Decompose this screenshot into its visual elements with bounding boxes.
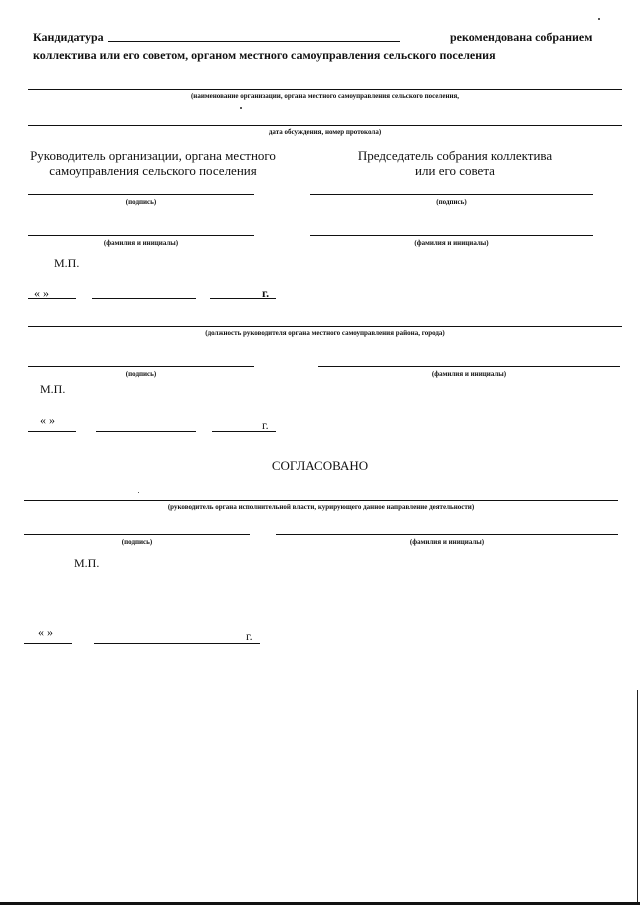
left-signatory-title-1: Руководитель организации, органа местного (30, 148, 276, 163)
date-day-line-1[interactable] (28, 298, 76, 299)
left-name-caption: (фамилия и инициалы) (103, 239, 179, 247)
organization-name-caption: (наименование организации, органа местного самоуправления сельского поселения, (190, 92, 460, 100)
year-mark-2: г. (262, 418, 269, 432)
left-signature-caption: (подпись) (125, 198, 157, 206)
header-line-2: коллектива или его советом, органом местного самоуправления сельского поселения (33, 48, 496, 62)
year-mark-1: г. (262, 286, 270, 300)
approval-heading: СОГЛАСОВАНО (271, 458, 369, 473)
year-mark-3: г. (246, 629, 253, 643)
organization-name-line[interactable] (28, 89, 622, 90)
district-signature-caption: (подпись) (125, 370, 157, 378)
right-name-line[interactable] (310, 235, 593, 236)
scan-speck (240, 107, 242, 109)
date-month-line-1[interactable] (92, 298, 196, 299)
date-quotes-2: « » (40, 413, 55, 427)
left-signature-line[interactable] (28, 194, 254, 195)
stamp-label-1: М.П. (54, 256, 80, 270)
district-signature-line[interactable] (28, 366, 254, 367)
stamp-label-3: М.П. (74, 556, 100, 570)
approval-name-line[interactable] (276, 534, 618, 535)
left-signatory-title-2: самоуправления сельского поселения (49, 163, 257, 178)
date-month-line-2[interactable] (96, 431, 196, 432)
district-name-line[interactable] (318, 366, 620, 367)
candidacy-label: Кандидатура (33, 30, 104, 44)
district-name-caption: (фамилия и инициалы) (431, 370, 507, 378)
recommended-label: рекомендована собранием (450, 30, 593, 44)
right-signature-line[interactable] (310, 194, 593, 195)
right-name-caption: (фамилия и инициалы) (414, 239, 489, 247)
date-quotes-1: « » (34, 286, 49, 300)
approval-signature-caption: (подпись) (121, 538, 153, 546)
discussion-date-line[interactable] (28, 125, 622, 126)
date-day-line-2[interactable] (28, 431, 76, 432)
left-name-line[interactable] (28, 235, 254, 236)
candidate-name-line[interactable] (108, 41, 400, 42)
date-quotes-3: « » (38, 625, 53, 639)
date-day-line-3[interactable] (24, 643, 72, 644)
scan-speck (598, 18, 600, 20)
approval-signature-line[interactable] (24, 534, 250, 535)
date-month-year-line-3[interactable] (94, 643, 260, 644)
district-position-line[interactable] (28, 326, 622, 327)
stamp-label-2: М.П. (40, 382, 66, 396)
scan-speck (138, 492, 139, 493)
approval-name-caption: (фамилия и инициалы) (409, 538, 485, 546)
right-signatory-title-2: или его совета (415, 163, 495, 178)
approval-authority-caption: (руководитель органа исполнительной власти, курирующего данное направление деятельности) (167, 503, 475, 511)
district-position-caption: (должность руководителя органа местного самоуправления района, города) (205, 329, 445, 337)
right-signature-caption: (подпись) (436, 198, 467, 206)
right-signatory-title-1: Председатель собрания коллектива (357, 148, 553, 163)
scan-edge-right (637, 690, 638, 905)
approval-authority-line[interactable] (24, 500, 618, 501)
discussion-date-caption: дата обсуждения, номер протокола) (268, 128, 382, 136)
